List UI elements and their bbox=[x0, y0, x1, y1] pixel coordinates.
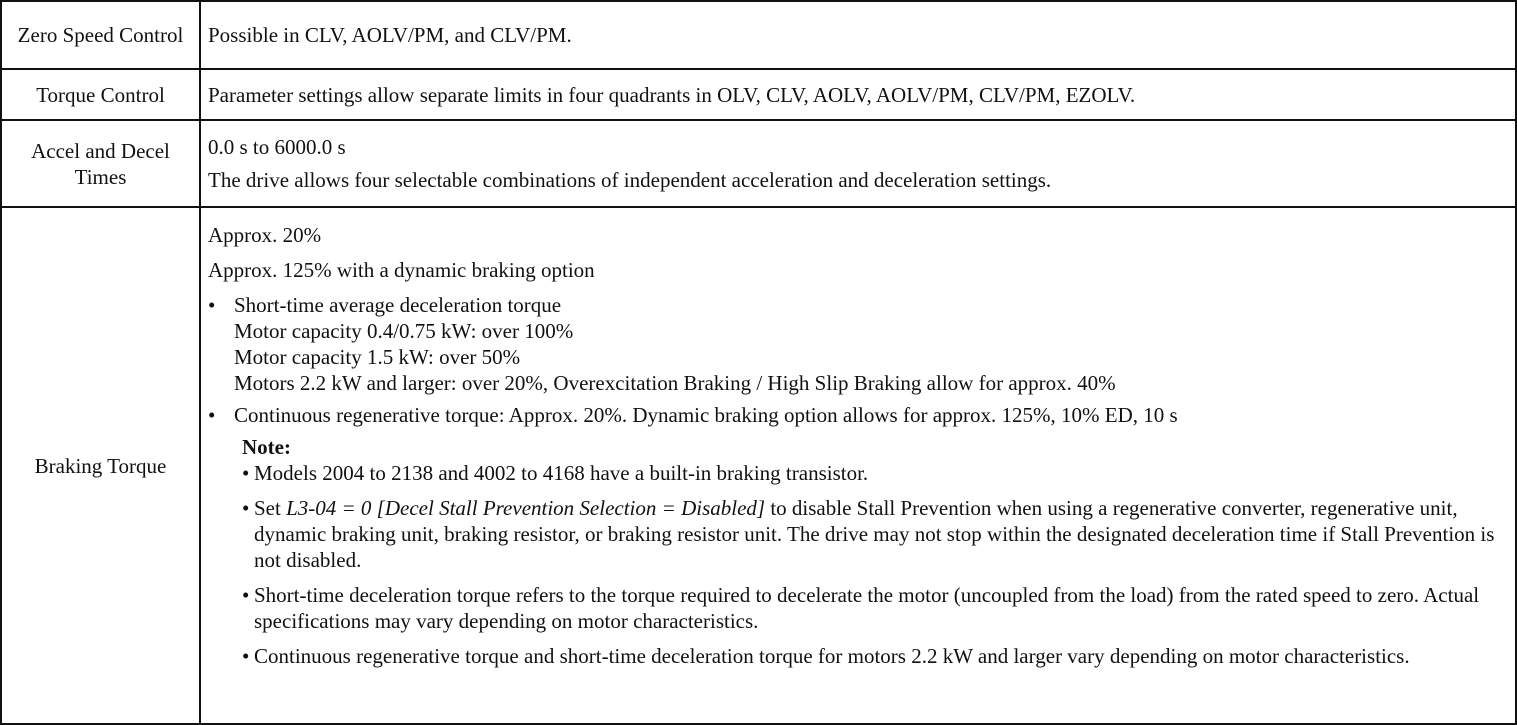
note-item bbox=[242, 495, 1507, 573]
accel-decel-range: 0.0 s to 6000.0 s bbox=[208, 135, 346, 159]
row-label-braking-torque: Braking Torque bbox=[1, 207, 200, 724]
parameter-reference: L3-04 = 0 [Decel Stall Prevention Selection = Disabled] bbox=[286, 496, 766, 520]
note-list bbox=[242, 460, 1507, 669]
braking-option-line: Approx. 125% with a dynamic braking option bbox=[208, 258, 595, 282]
note-item: • Models 2004 to 2138 and 4002 to 4168 have a built-in braking transistor. bbox=[242, 460, 1507, 486]
braking-bullet-list bbox=[208, 292, 1507, 428]
note-text: to disable Stall Prevention when using a regenerative converter, regenerative unit, dynamic braking unit, braking resistor, or braking resistor unit. The drive may not stop within the designated deceleration time if Stall Prevention is not disabled. bbox=[254, 496, 1495, 572]
list-item bbox=[208, 292, 1507, 396]
table-row bbox=[1, 1, 1516, 69]
row-value-braking-torque bbox=[200, 207, 1516, 724]
bullet-subline: Motor capacity 0.4/0.75 kW: over 100% bbox=[234, 319, 574, 343]
table-row bbox=[1, 207, 1516, 724]
row-label-torque-control: Torque Control bbox=[1, 69, 200, 120]
bullet-subline: Motors 2.2 kW and larger: over 20%, Overexcitation Braking / High Slip Braking allow for approx. 40% bbox=[234, 371, 1116, 395]
row-label-accel-decel-times: Accel and Decel Times bbox=[1, 120, 200, 207]
bullet-title: • Short-time average deceleration torque bbox=[234, 293, 562, 317]
table-row bbox=[1, 120, 1516, 207]
row-value-torque-control: Parameter settings allow separate limits in four quadrants in OLV, CLV, AOLV, AOLV/PM, CLV/PM, EZOLV. bbox=[200, 69, 1516, 120]
note-block bbox=[242, 434, 1507, 669]
note-item: • Continuous regenerative torque and short-time deceleration torque for motors 2.2 kW and larger vary depending on motor characteristics. bbox=[242, 643, 1507, 669]
accel-decel-description: The drive allows four selectable combinations of independent acceleration and deceleration settings. bbox=[208, 168, 1052, 192]
note-title: Note: bbox=[242, 435, 291, 459]
bullet-title: • Continuous regenerative torque: Approx. 20%. Dynamic braking option allows for approx. 125%, 10% ED, 10 s bbox=[234, 403, 1178, 427]
row-label-zero-speed-control: Zero Speed Control bbox=[1, 1, 200, 69]
note-item: • Short-time deceleration torque refers to the torque required to decelerate the motor (uncoupled from the load) from the rated speed to zero. Actual specifications may vary depending on motor characteristics. bbox=[242, 582, 1507, 634]
table-row bbox=[1, 69, 1516, 120]
row-value-accel-decel-times bbox=[200, 120, 1516, 207]
braking-approx-line: Approx. 20% bbox=[208, 223, 322, 247]
list-item bbox=[208, 402, 1507, 428]
bullet-subline: Motor capacity 1.5 kW: over 50% bbox=[234, 345, 521, 369]
row-value-zero-speed-control: Possible in CLV, AOLV/PM, and CLV/PM. bbox=[200, 1, 1516, 69]
note-text: Set bbox=[254, 496, 287, 520]
